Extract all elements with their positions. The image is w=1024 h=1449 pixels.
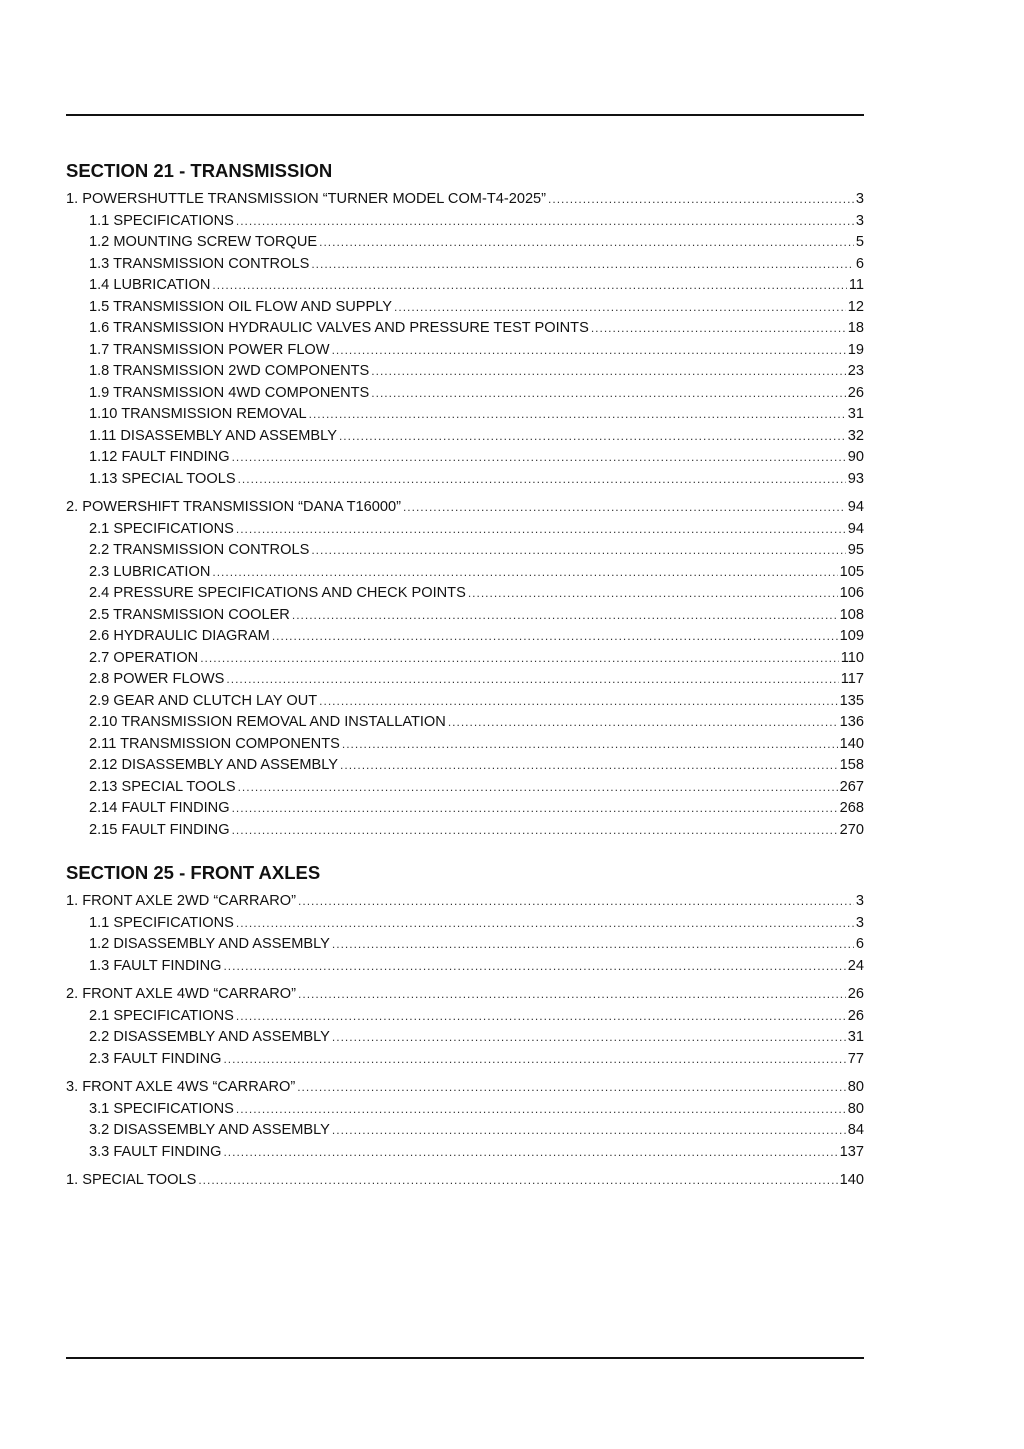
dot-leader <box>340 755 838 777</box>
toc-entry-page: 3 <box>855 212 864 229</box>
toc-entry-chapter[interactable] <box>66 497 864 519</box>
toc-entry[interactable] <box>66 297 864 319</box>
toc-entry-page: 270 <box>839 821 864 838</box>
dot-leader <box>212 275 846 297</box>
dot-leader <box>236 211 854 233</box>
toc-entry[interactable] <box>66 712 864 734</box>
toc-entry-title: 1.1 SPECIFICATIONS <box>89 914 234 931</box>
toc-entry[interactable] <box>66 605 864 627</box>
toc-entry-page: 3 <box>855 191 864 207</box>
toc-entry[interactable] <box>66 626 864 648</box>
toc-entry-title: 2.2 TRANSMISSION CONTROLS <box>89 542 310 558</box>
toc-entry-page: 84 <box>847 1122 864 1138</box>
dot-leader <box>272 626 838 648</box>
toc-entry-page: 137 <box>839 1143 864 1160</box>
dot-leader <box>297 1077 846 1099</box>
toc-entry-title: 3. FRONT AXLE 4WS “CARRARO” <box>66 1079 296 1095</box>
dot-leader <box>292 605 838 627</box>
toc-entry-title: 2.10 TRANSMISSION REMOVAL AND INSTALLATION <box>89 714 446 730</box>
toc-entry-page: 158 <box>839 757 864 773</box>
toc-entry-page: 23 <box>847 363 864 379</box>
toc-entry-title: 2.8 POWER FLOWS <box>89 671 225 687</box>
toc-entry-title: 1.4 LUBRICATION <box>89 277 211 293</box>
dot-leader <box>226 669 838 691</box>
toc-entry[interactable] <box>66 519 864 541</box>
toc-entry-title: 1.2 MOUNTING SCREW TORQUE <box>89 234 318 250</box>
toc-entry[interactable] <box>66 211 864 233</box>
toc-group <box>66 1170 864 1192</box>
dot-leader <box>232 798 838 820</box>
toc-group <box>66 984 864 1070</box>
toc-entry-title: 2.14 FAULT FINDING <box>89 800 230 816</box>
toc-entry-page: 140 <box>839 735 864 752</box>
toc-entry-page: 32 <box>847 427 864 444</box>
toc-entry-title: 1.1 SPECIFICATIONS <box>89 212 234 229</box>
toc-entry[interactable] <box>66 275 864 297</box>
toc-entry-title: 2.1 SPECIFICATIONS <box>89 1007 234 1024</box>
dot-leader <box>332 934 854 956</box>
section-title: SECTION 25 - FRONT AXLES <box>66 862 321 883</box>
dot-leader <box>198 1170 837 1192</box>
dot-leader <box>371 383 845 405</box>
toc-entry-title: 1.2 DISASSEMBLY AND ASSEMBLY <box>89 936 330 952</box>
toc-entry-chapter[interactable] <box>66 984 864 1006</box>
toc-entry-title: 2.4 PRESSURE SPECIFICATIONS AND CHECK POINTS <box>89 585 466 601</box>
toc-entry-page: 108 <box>839 606 864 623</box>
toc-entry[interactable] <box>66 426 864 448</box>
section-25 <box>66 858 864 1192</box>
toc-entry[interactable] <box>66 956 864 978</box>
toc-entry-title: 2.9 GEAR AND CLUTCH LAY OUT <box>89 692 318 709</box>
toc-entry-title: 2.15 FAULT FINDING <box>89 821 230 838</box>
dot-leader <box>311 254 854 276</box>
toc-entry-page: 5 <box>855 234 864 250</box>
dot-leader <box>394 297 846 319</box>
toc-entry[interactable] <box>66 447 864 469</box>
dot-leader <box>319 691 837 713</box>
toc-entry-title: 3.3 FAULT FINDING <box>89 1143 222 1160</box>
toc-group <box>66 189 864 490</box>
toc-entry-page: 106 <box>839 585 864 601</box>
toc-entry-page: 12 <box>847 298 864 315</box>
toc-entry-title: 2.1 SPECIFICATIONS <box>89 520 234 537</box>
toc-entry-title: 1.12 FAULT FINDING <box>89 449 230 465</box>
footer-rule <box>66 1357 864 1359</box>
toc-entry-page: 19 <box>847 341 864 358</box>
toc-entry-title: 2.2 DISASSEMBLY AND ASSEMBLY <box>89 1029 330 1045</box>
toc-entry-title: 2.6 HYDRAULIC DIAGRAM <box>89 628 270 644</box>
toc-entry[interactable] <box>66 798 864 820</box>
dot-leader <box>448 712 838 734</box>
toc-entry-page: 117 <box>840 671 864 687</box>
dot-leader <box>332 1120 846 1142</box>
toc-entry-page: 11 <box>848 277 864 293</box>
toc-entry[interactable] <box>66 934 864 956</box>
toc-entry[interactable] <box>66 648 864 670</box>
toc-entry-page: 26 <box>847 384 864 401</box>
toc-entry-title: 1.13 SPECIAL TOOLS <box>89 470 236 487</box>
toc-entry-page: 24 <box>847 957 864 974</box>
dot-leader <box>298 984 846 1006</box>
toc-entry-title: 2.13 SPECIAL TOOLS <box>89 778 236 795</box>
toc-entry-page: 6 <box>855 255 864 272</box>
dot-leader <box>236 519 846 541</box>
toc-entry-page: 31 <box>847 406 864 422</box>
toc-entry-chapter[interactable] <box>66 1170 864 1192</box>
dot-leader <box>332 1027 846 1049</box>
toc-group <box>66 891 864 977</box>
toc-entry[interactable] <box>66 318 864 340</box>
toc-entry-title: 2.7 OPERATION <box>89 649 199 666</box>
toc-entry-page: 267 <box>839 778 864 795</box>
toc-entry[interactable] <box>66 562 864 584</box>
toc-entry-page: 26 <box>847 986 864 1002</box>
toc-entry-title: 1.3 FAULT FINDING <box>89 957 222 974</box>
toc-entry[interactable] <box>66 913 864 935</box>
toc-entry-title: 2. POWERSHIFT TRANSMISSION “DANA T16000” <box>66 499 401 515</box>
toc-entry[interactable] <box>66 583 864 605</box>
toc-entry-page: 136 <box>839 714 864 730</box>
toc-entry-title: 3.2 DISASSEMBLY AND ASSEMBLY <box>89 1122 330 1138</box>
toc-entry[interactable] <box>66 340 864 362</box>
toc-entry-title: 1.5 TRANSMISSION OIL FLOW AND SUPPLY <box>89 298 393 315</box>
dot-leader <box>309 404 846 426</box>
toc-entry-page: 95 <box>847 542 864 558</box>
toc-entry[interactable] <box>66 540 864 562</box>
toc-entry[interactable] <box>66 232 864 254</box>
toc-entry[interactable] <box>66 820 864 842</box>
toc-entry-title: 1.9 TRANSMISSION 4WD COMPONENTS <box>89 384 370 401</box>
toc-entry-page: 77 <box>847 1050 864 1067</box>
toc-entry-title: 3.1 SPECIFICATIONS <box>89 1100 234 1117</box>
table-of-contents <box>66 156 864 1192</box>
dot-leader <box>223 956 845 978</box>
dot-leader <box>468 583 838 605</box>
toc-entry[interactable] <box>66 1006 864 1028</box>
toc-entry-page: 268 <box>839 800 864 816</box>
header-rule <box>66 114 864 116</box>
dot-leader <box>232 447 846 469</box>
dot-leader <box>236 1006 846 1028</box>
dot-leader <box>548 189 854 211</box>
toc-entry-page: 110 <box>840 649 864 666</box>
toc-entry-title: 2.3 FAULT FINDING <box>89 1050 222 1067</box>
dot-leader <box>342 734 838 756</box>
toc-entry-page: 80 <box>847 1079 864 1095</box>
toc-entry-chapter[interactable] <box>66 189 864 211</box>
toc-entry-page: 140 <box>839 1172 864 1188</box>
toc-entry-chapter[interactable] <box>66 891 864 913</box>
toc-entry-title: 1.11 DISASSEMBLY AND ASSEMBLY <box>89 427 337 444</box>
toc-entry-title: 2.3 LUBRICATION <box>89 563 211 580</box>
toc-entry[interactable] <box>66 383 864 405</box>
dot-leader <box>311 540 845 562</box>
toc-entry-page: 90 <box>847 449 864 465</box>
dot-leader <box>236 1099 846 1121</box>
toc-entry[interactable] <box>66 361 864 383</box>
toc-entry-page: 3 <box>855 914 864 931</box>
dot-leader <box>236 913 854 935</box>
toc-group <box>66 1077 864 1163</box>
toc-entry-title: 1.7 TRANSMISSION POWER FLOW <box>89 341 330 358</box>
toc-entry-page: 94 <box>847 520 864 537</box>
toc-entry[interactable] <box>66 1027 864 1049</box>
toc-entry-page: 93 <box>847 470 864 487</box>
toc-entry[interactable] <box>66 469 864 491</box>
dot-leader <box>200 648 839 670</box>
toc-entry[interactable] <box>66 254 864 276</box>
toc-entry-page: 109 <box>839 628 864 644</box>
toc-entry-title: 2.5 TRANSMISSION COOLER <box>89 606 290 623</box>
toc-entry-page: 105 <box>839 563 864 580</box>
toc-entry[interactable] <box>66 691 864 713</box>
dot-leader <box>298 891 854 913</box>
toc-entry-title: 2.11 TRANSMISSION COMPONENTS <box>89 735 340 752</box>
toc-entry-title: 1. FRONT AXLE 2WD “CARRARO” <box>66 893 297 909</box>
dot-leader <box>319 232 854 254</box>
toc-entry-page: 26 <box>847 1007 864 1024</box>
dot-leader <box>232 820 838 842</box>
toc-entry[interactable] <box>66 404 864 426</box>
toc-entry[interactable] <box>66 777 864 799</box>
toc-entry[interactable] <box>66 1049 864 1071</box>
toc-entry-page: 80 <box>847 1100 864 1117</box>
toc-entry[interactable] <box>66 1099 864 1121</box>
toc-entry-title: 1. POWERSHUTTLE TRANSMISSION “TURNER MODEL COM-T4-2025” <box>66 191 547 207</box>
toc-entry-page: 3 <box>855 893 864 909</box>
section-title: SECTION 21 - TRANSMISSION <box>66 160 333 181</box>
toc-entry-page: 94 <box>847 499 864 515</box>
toc-entry-title: 2. FRONT AXLE 4WD “CARRARO” <box>66 986 297 1002</box>
toc-entry-chapter[interactable] <box>66 1077 864 1099</box>
dot-leader <box>332 340 846 362</box>
toc-entry-page: 135 <box>839 692 864 709</box>
section-21 <box>66 156 864 841</box>
toc-entry[interactable] <box>66 1120 864 1142</box>
toc-entry[interactable] <box>66 734 864 756</box>
dot-leader <box>339 426 846 448</box>
toc-group <box>66 497 864 841</box>
dot-leader <box>403 497 846 519</box>
toc-entry[interactable] <box>66 755 864 777</box>
toc-entry-title: 1.6 TRANSMISSION HYDRAULIC VALVES AND PRESSURE TEST POINTS <box>89 320 589 336</box>
dot-leader <box>223 1049 845 1071</box>
toc-entry-title: 1.8 TRANSMISSION 2WD COMPONENTS <box>89 363 370 379</box>
toc-entry-title: 1. SPECIAL TOOLS <box>66 1172 197 1188</box>
toc-entry[interactable] <box>66 669 864 691</box>
toc-entry[interactable] <box>66 1142 864 1164</box>
dot-leader <box>371 361 845 383</box>
toc-entry-title: 1.10 TRANSMISSION REMOVAL <box>89 406 307 422</box>
dot-leader <box>238 777 838 799</box>
toc-entry-page: 31 <box>847 1029 864 1045</box>
toc-entry-page: 18 <box>847 320 864 336</box>
dot-leader <box>212 562 837 584</box>
dot-leader <box>223 1142 837 1164</box>
dot-leader <box>238 469 846 491</box>
toc-entry-title: 2.12 DISASSEMBLY AND ASSEMBLY <box>89 757 339 773</box>
toc-entry-page: 6 <box>855 936 864 952</box>
toc-entry-title: 1.3 TRANSMISSION CONTROLS <box>89 255 310 272</box>
dot-leader <box>591 318 846 340</box>
